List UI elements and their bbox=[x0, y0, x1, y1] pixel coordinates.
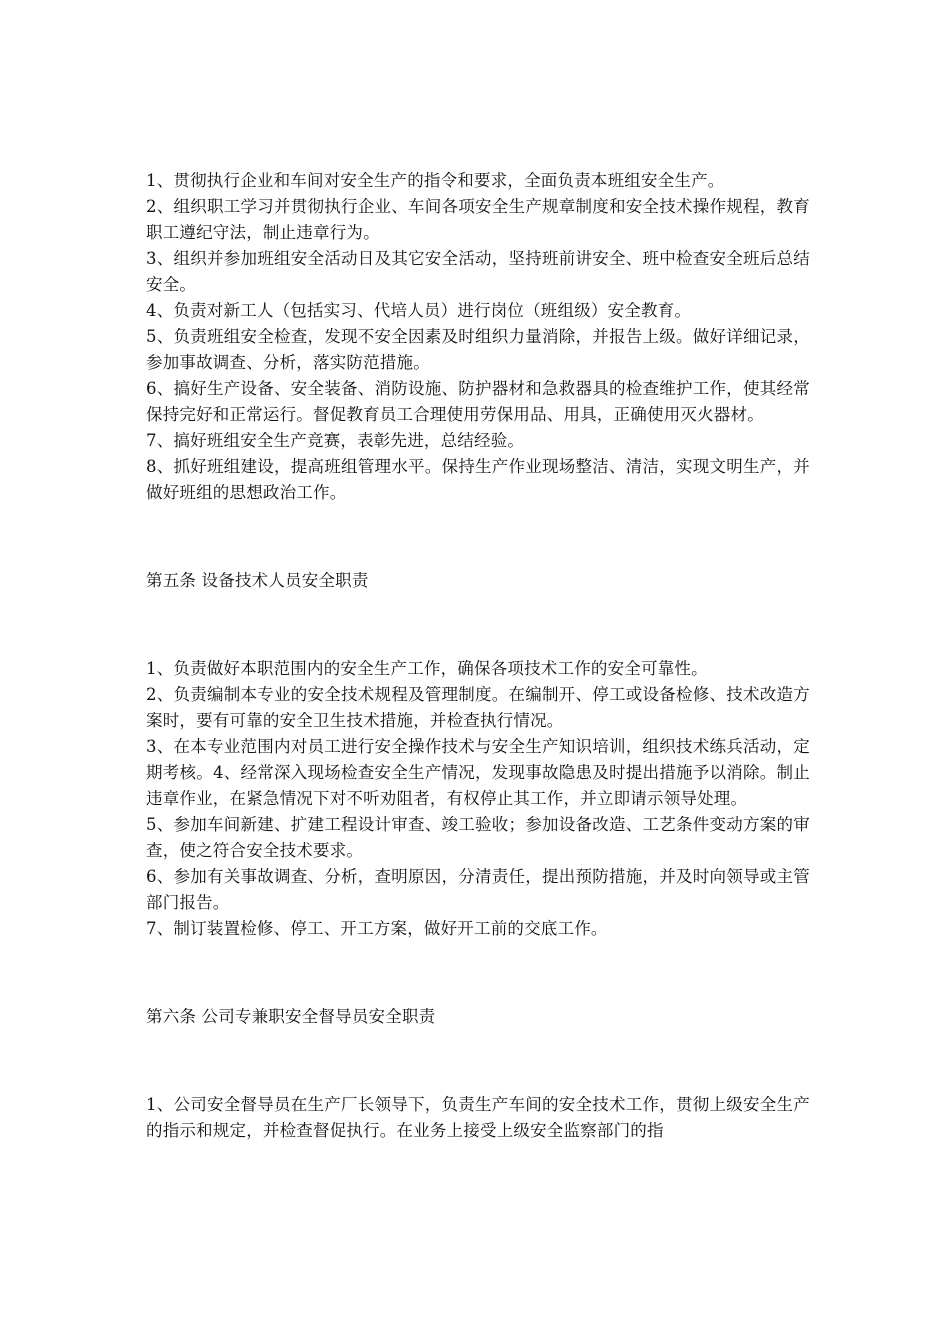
list-item: 2、组织职工学习并贯彻执行企业、车间各项安全生产规章制度和安全技术操作规程，教育职工遵纪守法，制止违章行为。 bbox=[146, 197, 810, 242]
spacer bbox=[146, 506, 810, 568]
section4-list bbox=[146, 168, 810, 506]
spacer bbox=[146, 942, 810, 1004]
list-item: 6、搞好生产设备、安全装备、消防设施、防护器材和急救器具的检查维护工作，使其经常保持完好和正常运行。督促教育员工合理使用劳保用品、用具，正确使用灭火器材。 bbox=[146, 379, 810, 424]
list-item: 5、参加车间新建、扩建工程设计审查、竣工验收；参加设备改造、工艺条件变动方案的审查，使之符合安全技术要求。 bbox=[146, 815, 810, 860]
list-item: 1、公司安全督导员在生产厂长领导下，负责生产车间的安全技术工作，贯彻上级安全生产的指示和规定，并检查督促执行。在业务上接受上级安全监察部门的指 bbox=[146, 1095, 810, 1140]
list-item: 2、负责编制本专业的安全技术规程及管理制度。在编制开、停工或设备检修、技术改造方案时，要有可靠的安全卫生技术措施，并检查执行情况。 bbox=[146, 685, 810, 730]
list-item: 5、负责班组安全检查，发现不安全因素及时组织力量消除，并报告上级。做好详细记录，参加事故调查、分析，落实防范措施。 bbox=[146, 327, 810, 372]
document-page bbox=[146, 168, 810, 1144]
spacer bbox=[146, 1030, 810, 1092]
section6-heading: 第六条 公司专兼职安全督导员安全职责 bbox=[146, 1007, 436, 1026]
section5-heading: 第五条 设备技术人员安全职责 bbox=[146, 571, 369, 590]
list-item: 3、组织并参加班组安全活动日及其它安全活动，坚持班前讲安全、班中检查安全班后总结安全。 bbox=[146, 249, 810, 294]
list-item: 3、在本专业范围内对员工进行安全操作技术与安全生产知识培训，组织技术练兵活动，定期考核。4、经常深入现场检查安全生产情况，发现事故隐患及时提出措施予以消除。制止违章作业，在紧急情况下对不听劝阻者，有权停止其工作，并立即请示领导处理。 bbox=[146, 737, 810, 808]
list-item: 1、负责做好本职范围内的安全生产工作，确保各项技术工作的安全可靠性。 bbox=[146, 659, 708, 678]
list-item: 1、贯彻执行企业和车间对安全生产的指令和要求，全面负责本班组安全生产。 bbox=[146, 171, 725, 190]
list-item: 7、制订装置检修、停工、开工方案，做好开工前的交底工作。 bbox=[146, 919, 608, 938]
list-item: 6、参加有关事故调查、分析，查明原因，分清责任，提出预防措施，并及时向领导或主管部门报告。 bbox=[146, 867, 810, 912]
list-item: 4、负责对新工人（包括实习、代培人员）进行岗位（班组级）安全教育。 bbox=[146, 301, 692, 320]
list-item: 8、抓好班组建设，提高班组管理水平。保持生产作业现场整洁、清洁，实现文明生产，并做好班组的思想政治工作。 bbox=[146, 457, 810, 502]
section5-list bbox=[146, 656, 810, 942]
list-item: 7、搞好班组安全生产竞赛，表彰先进，总结经验。 bbox=[146, 431, 525, 450]
section6-list bbox=[146, 1092, 810, 1144]
spacer bbox=[146, 594, 810, 656]
